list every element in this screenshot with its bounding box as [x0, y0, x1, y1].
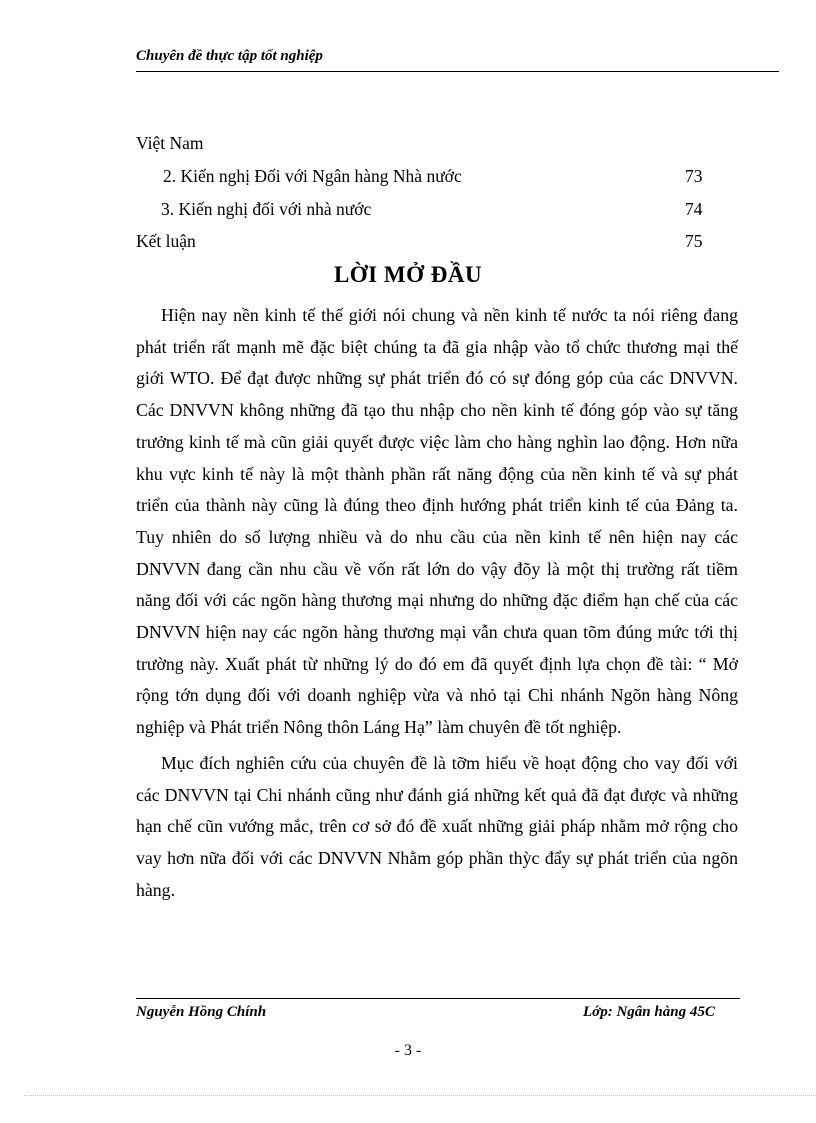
- footer-class: Lớp: Ngân hàng 45C: [583, 1004, 715, 1020]
- page-edge-divider: [24, 1095, 816, 1096]
- toc-item-page: 73: [685, 166, 703, 186]
- page-number: - 3 -: [394, 1042, 422, 1059]
- toc-item-page: 74: [685, 199, 703, 219]
- section-title: LỜI MỞ ĐẦU: [333, 262, 483, 287]
- toc-item-label: 3. Kiến nghị đối với nhà nước: [161, 199, 372, 219]
- toc-item-page: 75: [685, 231, 703, 251]
- toc-item-label: Kết luận: [136, 231, 196, 251]
- header-divider: [136, 71, 779, 72]
- paragraph: Mục đích nghiên cứu của chuyên đề là tỡm hiểu về hoạt động cho vay đối với các DNVVN tại Chi nhánh cũng như đánh giá những kết quả đã đạt được và những hạn chế cũn vướng mắc, trên cơ sở đó đề xuất những giải pháp nhằm mở rộng cho vay hơn nữa đối với các DNVVN Nhằm góp phần thỳc đẩy sự phát triển của ngõn hàng.: [136, 752, 738, 900]
- toc-continuation: Việt Nam: [136, 133, 204, 153]
- section-body: [136, 300, 738, 906]
- footer-author: Nguyễn Hồng Chính: [136, 1004, 267, 1020]
- paragraph: Hiện nay nền kinh tế thế giới nói chung và nền kinh tế nước ta nói riêng đang phát triển rất mạnh mẽ đặc biệt chúng ta đã gia nhập vào tổ chức thương mại thế giới WTO. Để đạt được những sự phát triển đó có sự đóng góp của các DNVVN. Các DNVVN không những đã tạo thu nhập cho nền kinh tế đóng góp vào sự tăng trưởng kinh tế mà cũn giải quyết được việc làm cho hàng nghìn lao động. Hơn nữa khu vực kinh tế này là một thành phần rất năng động của nền kinh tế và sự phát triển của thành này cũng là đúng theo định hướng phát triển kinh tế của Đảng ta. Tuy nhiên do số lượng nhiều và do nhu cầu của nền kinh tế nên hiện nay các DNVVN đang cần nhu cầu về vốn rất lớn do vậy đõy là một thị trường rất tiềm năng đối với các ngõn hàng thương mại nhưng do những đặc điểm hạn chế của các DNVVN hiện nay các ngõn hàng thương mại vẫn chưa quan tõm đúng mức tới thị trường này. Xuất phát từ những lý do đó em đã quyết định lựa chọn đề tài: “ Mở rộng tớn dụng đối với doanh nghiệp vừa và nhỏ tại Chi nhánh Ngõn hàng Nông nghiệp và Phát triển Nông thôn Láng Hạ” làm chuyên đề tốt nghiệp.: [136, 305, 738, 738]
- running-header: Chuyên đề thực tập tốt nghiệp: [136, 48, 323, 64]
- toc-item-label: 2. Kiến nghị Đối với Ngân hàng Nhà nước: [163, 166, 462, 186]
- footer-divider: [136, 998, 740, 999]
